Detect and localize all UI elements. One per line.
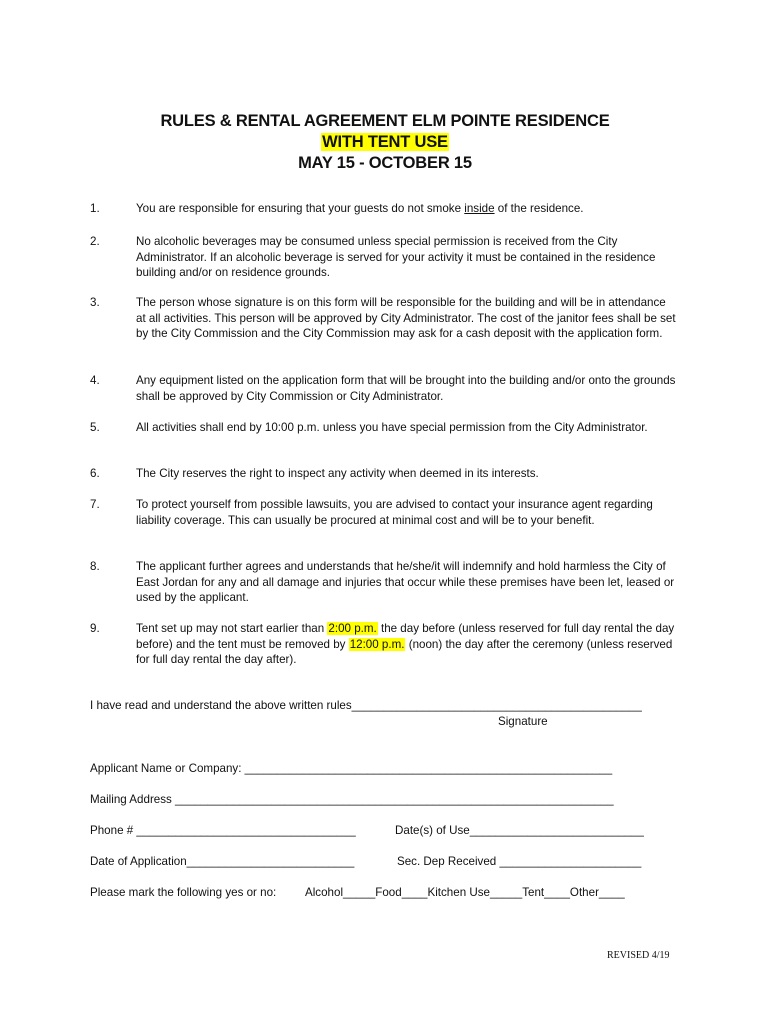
mailing-address-field[interactable]: Mailing Address ____________________________________________________________________: [90, 793, 614, 806]
revision-note: REVISED 4/19: [607, 950, 670, 961]
rule-number: 2.: [90, 235, 100, 248]
rule-number: 9.: [90, 622, 100, 635]
rule-text: The applicant further agrees and understands that he/she/it will indemnify and hold harmless the City of East Jordan for any and all damage and injuries that occur while these premises have been let, leased or used by the applicant.: [136, 560, 675, 605]
dates-of-use-field[interactable]: Date(s) of Use___________________________: [395, 824, 644, 837]
date-range-heading: MAY 15 - OCTOBER 15: [298, 154, 472, 172]
applicant-name-field[interactable]: Applicant Name or Company: _________________________________________________________: [90, 762, 613, 775]
rule-text: Tent set up may not start earlier than 2:00 p.m. the day before (unless reserved for full day rental the day before) and the tent must be removed by 12:00 p.m. (noon) the day after the ceremony (unless reserved for full day rental the day after).: [136, 622, 675, 667]
rule-number: 6.: [90, 467, 100, 480]
mark-options-field[interactable]: Alcohol_____Food____Kitchen Use_____Tent____Other____: [305, 886, 625, 899]
phone-field[interactable]: Phone # __________________________________: [90, 824, 356, 837]
signature-field[interactable]: I have read and understand the above written rules_____________________________________________: [90, 699, 642, 712]
document-subtitle: [0, 133, 770, 152]
mark-yes-no-label: Please mark the following yes or no:: [90, 886, 277, 899]
rule-text: Any equipment listed on the application form that will be brought into the building and/or onto the grounds shall be approved by City Commission or City Administrator.: [136, 374, 676, 403]
signature-label: Signature: [498, 715, 548, 728]
time-highlight: 2:00 p.m.: [328, 622, 377, 635]
rule-number: 7.: [90, 498, 100, 511]
rule-number: 1.: [90, 202, 100, 215]
subtitle-highlight: WITH TENT USE: [322, 133, 448, 151]
rule-text: No alcoholic beverages may be consumed unless special permission is received from the City Administrator. If an alcoholic beverage is served for your activity it must be contained in the residence building and/or on residence grounds.: [136, 235, 656, 280]
rule-text: You are responsible for ensuring that your guests do not smoke inside of the residence.: [136, 202, 584, 215]
rule-text: To protect yourself from possible lawsuits, you are advised to contact your insurance agent regarding liability coverage. This can usually be procured at minimal cost and will be to your benefit.: [136, 498, 653, 527]
rule-number: 3.: [90, 296, 100, 309]
underlined-word: inside: [464, 202, 495, 215]
rule-text: The City reserves the right to inspect any activity when deemed in its interests.: [136, 467, 539, 480]
time-highlight: 12:00 p.m.: [349, 637, 405, 651]
rule-number: 4.: [90, 374, 100, 387]
document-title: RULES & RENTAL AGREEMENT ELM POINTE RESIDENCE: [160, 112, 610, 130]
rule-number: 5.: [90, 421, 100, 434]
date-of-application-field[interactable]: Date of Application__________________________: [90, 855, 355, 868]
rule-text: All activities shall end by 10:00 p.m. unless you have special permission from the City Administrator.: [136, 421, 648, 434]
sec-dep-received-field[interactable]: Sec. Dep Received ______________________: [397, 855, 642, 868]
rule-number: 8.: [90, 560, 100, 573]
rule-text: The person whose signature is on this form will be responsible for the building and will be in attendance at all activities. This person will be approved by City Administrator. The cost of the janitor fees shall be set by the City Commission and the City Commission may ask for a cash deposit with the application form.: [136, 296, 676, 341]
